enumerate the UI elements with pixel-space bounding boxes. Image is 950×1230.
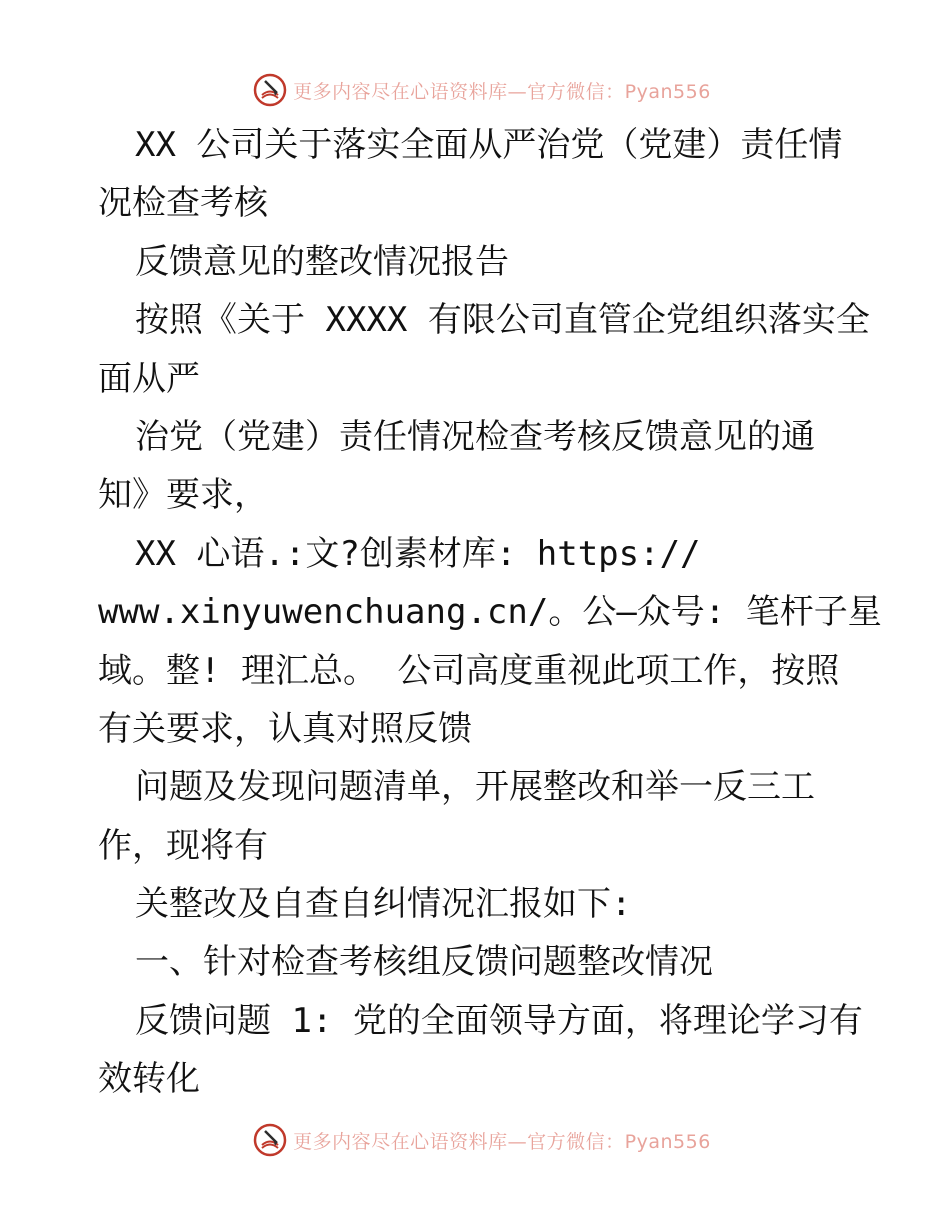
book-quill-logo-icon	[253, 1123, 287, 1157]
footer-banner	[0, 1120, 950, 1160]
banner-text: 更多内容尽在心语资料库—官方微信：	[293, 80, 625, 103]
header-banner	[0, 70, 950, 110]
paragraph-line: XX 心语.:文?创素材库: https://	[135, 533, 701, 574]
paragraph-line: 作，现将有	[98, 825, 268, 866]
document-body	[98, 116, 882, 1109]
paragraph-line: 况检查考核	[98, 183, 268, 224]
banner-wechat-id: Pyan556	[624, 80, 711, 103]
paragraph-line: www.xinyuwenchuang.cn/。公—众号: 笔杆子星	[98, 592, 882, 633]
paragraph-line: 域。整! 理汇总。 公司高度重视此项工作，按照	[98, 650, 840, 691]
paragraph-line: XX 公司关于落实全面从严治党（党建）责任情	[135, 125, 843, 165]
paragraph-line: 有关要求，认真对照反馈	[98, 708, 472, 749]
paragraph-line: 按照《关于 XXXX 有限公司直管企党组织落实全	[135, 300, 870, 341]
paragraph-line: 反馈问题 1: 党的全面领导方面，将理论学习有	[135, 1000, 863, 1041]
banner-text: 更多内容尽在心语资料库—官方微信：	[293, 1130, 625, 1153]
paragraph-line: 治党（党建）责任情况检查考核反馈意见的通	[135, 416, 815, 457]
paragraph-line: 效转化	[98, 1059, 200, 1100]
book-quill-logo-icon	[253, 73, 287, 107]
paragraph-line: 知》要求，	[98, 475, 268, 516]
banner-wechat-id: Pyan556	[624, 1130, 711, 1153]
paragraph-line: 面从严	[98, 358, 200, 399]
paragraph-line: 反馈意见的整改情况报告	[135, 241, 509, 282]
paragraph-line: 关整改及自查自纠情况汇报如下:	[135, 884, 632, 925]
paragraph-line: 一、针对检查考核组反馈问题整改情况	[135, 942, 713, 983]
paragraph-line: 问题及发现问题清单，开展整改和举一反三工	[135, 767, 815, 808]
